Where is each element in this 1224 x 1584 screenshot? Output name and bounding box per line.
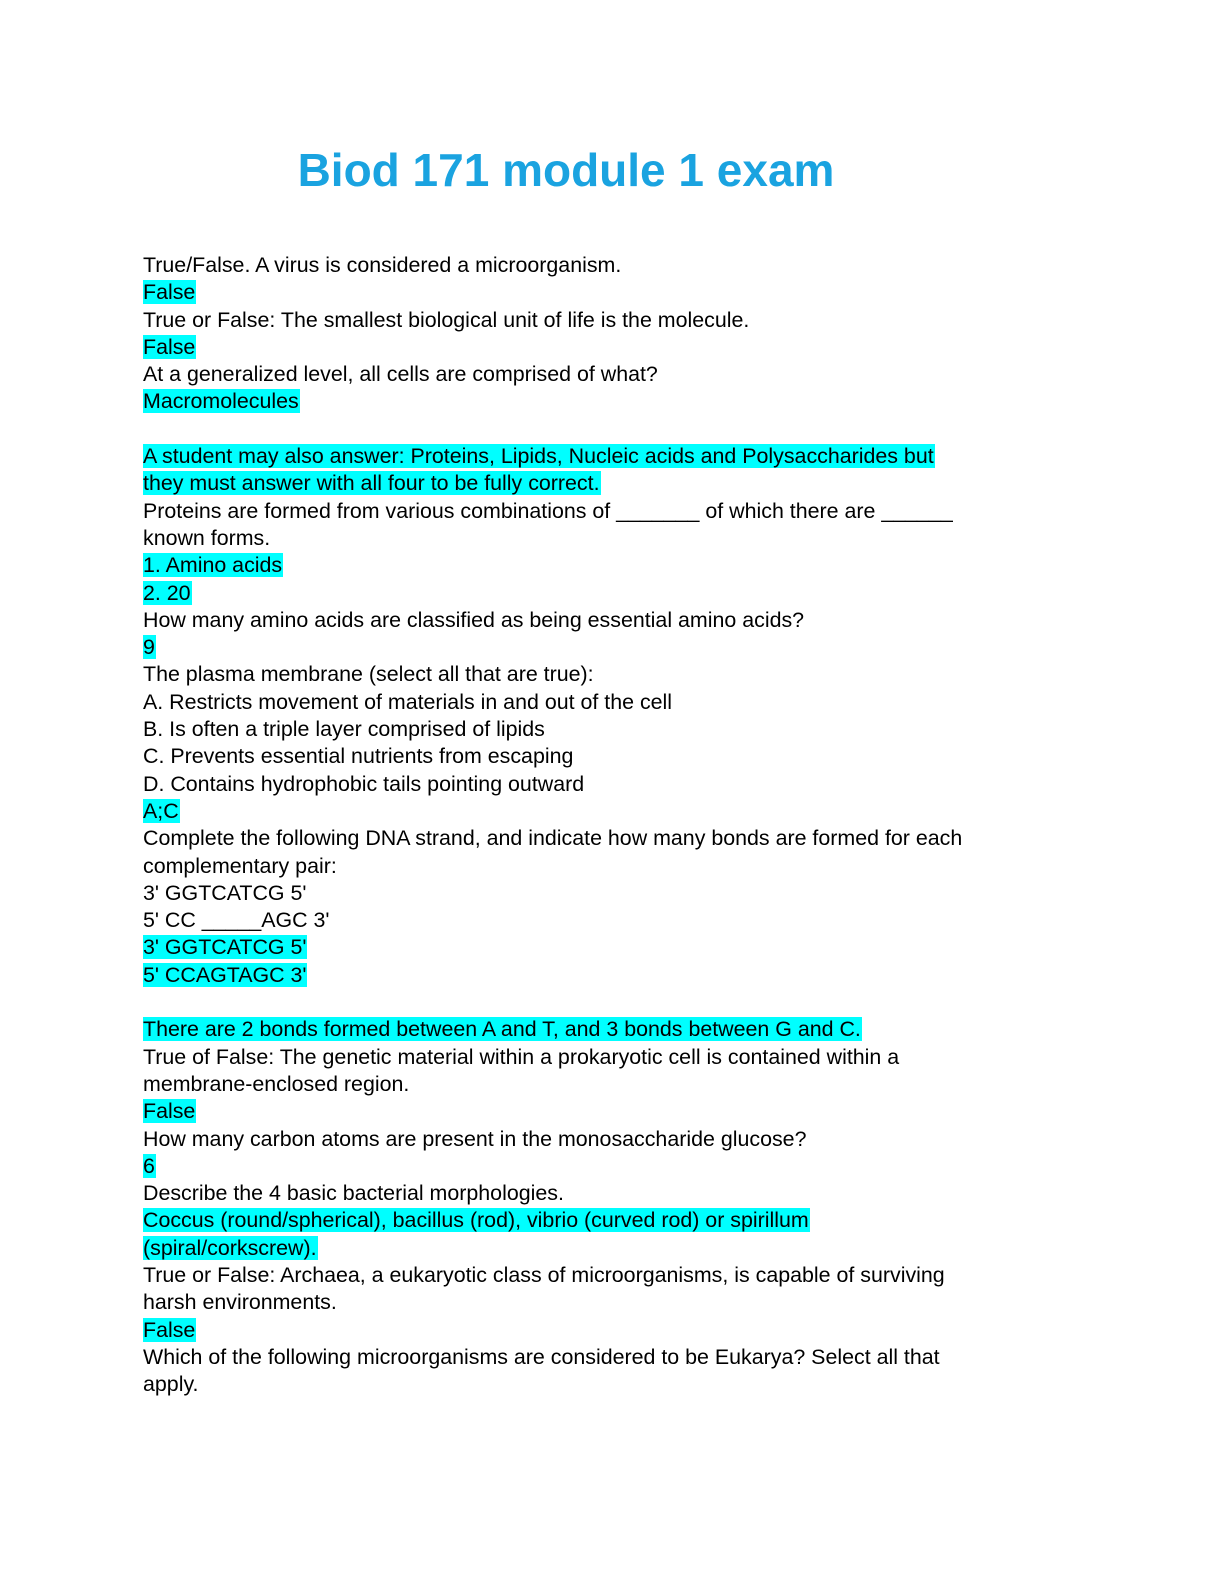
answer-line: [143, 279, 1073, 306]
blank-line: [143, 416, 1073, 443]
question-line: The plasma membrane (select all that are true):: [143, 662, 594, 687]
answer-highlight: Coccus (round/spherical), bacillus (rod), vibrio (curved rod) or spirillum: [143, 1208, 809, 1233]
answer-line: [143, 443, 1073, 470]
document-title: Biod 171 module 1 exam: [297, 144, 835, 196]
question-line: C. Prevents essential nutrients from escaping: [143, 744, 574, 769]
answer-line: [143, 470, 1073, 497]
answer-line: [143, 1317, 1073, 1344]
answer-line: [143, 1153, 1073, 1180]
answer-line: [143, 634, 1073, 661]
question-line: True/False. A virus is considered a microorganism.: [143, 253, 622, 277]
answer-highlight: False: [143, 334, 196, 359]
question-line: B. Is often a triple layer comprised of lipids: [143, 717, 545, 742]
answer-highlight: False: [143, 1099, 196, 1124]
answer-line: [143, 1098, 1073, 1125]
question-line: membrane-enclosed region.: [143, 1071, 410, 1096]
question-line: harsh environments.: [143, 1290, 337, 1315]
answer-highlight: 6: [143, 1153, 155, 1178]
question-line: apply.: [143, 1372, 199, 1397]
answer-highlight: (spiral/corkscrew).: [143, 1235, 317, 1260]
answer-highlight: they must answer with all four to be fully correct.: [143, 471, 600, 496]
answer-line: [143, 1207, 1073, 1234]
question-line: True or False: Archaea, a eukaryotic class of microorganisms, is capable of surviving: [143, 1262, 945, 1287]
answer-highlight: 9: [143, 635, 155, 660]
document-body: [143, 252, 1073, 1398]
answer-line: [143, 552, 1073, 579]
answer-highlight: There are 2 bonds formed between A and T, and 3 bonds between G and C.: [143, 1017, 861, 1042]
question-line: complementary pair:: [143, 853, 337, 878]
answer-line: [143, 388, 1073, 415]
answer-highlight: False: [143, 280, 196, 305]
question-line: 3' GGTCATCG 5': [143, 880, 307, 905]
question-line: True or False: The smallest biological unit of life is the molecule.: [143, 307, 750, 332]
answer-highlight: A student may also answer: Proteins, Lipids, Nucleic acids and Polysaccharides but: [143, 444, 934, 469]
answer-highlight: A;C: [143, 798, 179, 823]
answer-highlight: False: [143, 1317, 196, 1342]
question-line: True of False: The genetic material within a prokaryotic cell is contained within a: [143, 1044, 900, 1069]
answer-line: [143, 1235, 1073, 1262]
blank-line: [143, 989, 1073, 1016]
question-line: At a generalized level, all cells are comprised of what?: [143, 362, 658, 387]
answer-line: [143, 962, 1073, 989]
question-line: Complete the following DNA strand, and indicate how many bonds are formed for each: [143, 826, 963, 851]
question-line: A. Restricts movement of materials in and out of the cell: [143, 689, 673, 714]
answer-highlight: 1. Amino acids: [143, 553, 283, 578]
question-line: How many amino acids are classified as being essential amino acids?: [143, 607, 805, 632]
answer-highlight: 5' CCAGTAGC 3': [143, 962, 307, 987]
answer-highlight: 3' GGTCATCG 5': [143, 935, 307, 960]
answer-highlight: Macromolecules: [143, 389, 299, 414]
question-line: D. Contains hydrophobic tails pointing outward: [143, 771, 585, 796]
answer-line: [143, 934, 1073, 961]
question-line: Describe the 4 basic bacterial morphologies.: [143, 1181, 564, 1206]
question-line: known forms.: [143, 525, 271, 550]
answer-line: [143, 1016, 1073, 1043]
answer-line: [143, 798, 1073, 825]
answer-line: [143, 580, 1073, 607]
question-line: Proteins are formed from various combinations of _______ of which there are ______: [143, 498, 953, 523]
answer-highlight: 2. 20: [143, 580, 191, 605]
question-line: Which of the following microorganisms are considered to be Eukarya? Select all that: [143, 1344, 940, 1369]
question-line: 5' CC _____AGC 3': [143, 908, 330, 933]
answer-line: [143, 334, 1073, 361]
question-line: How many carbon atoms are present in the monosaccharide glucose?: [143, 1126, 807, 1151]
